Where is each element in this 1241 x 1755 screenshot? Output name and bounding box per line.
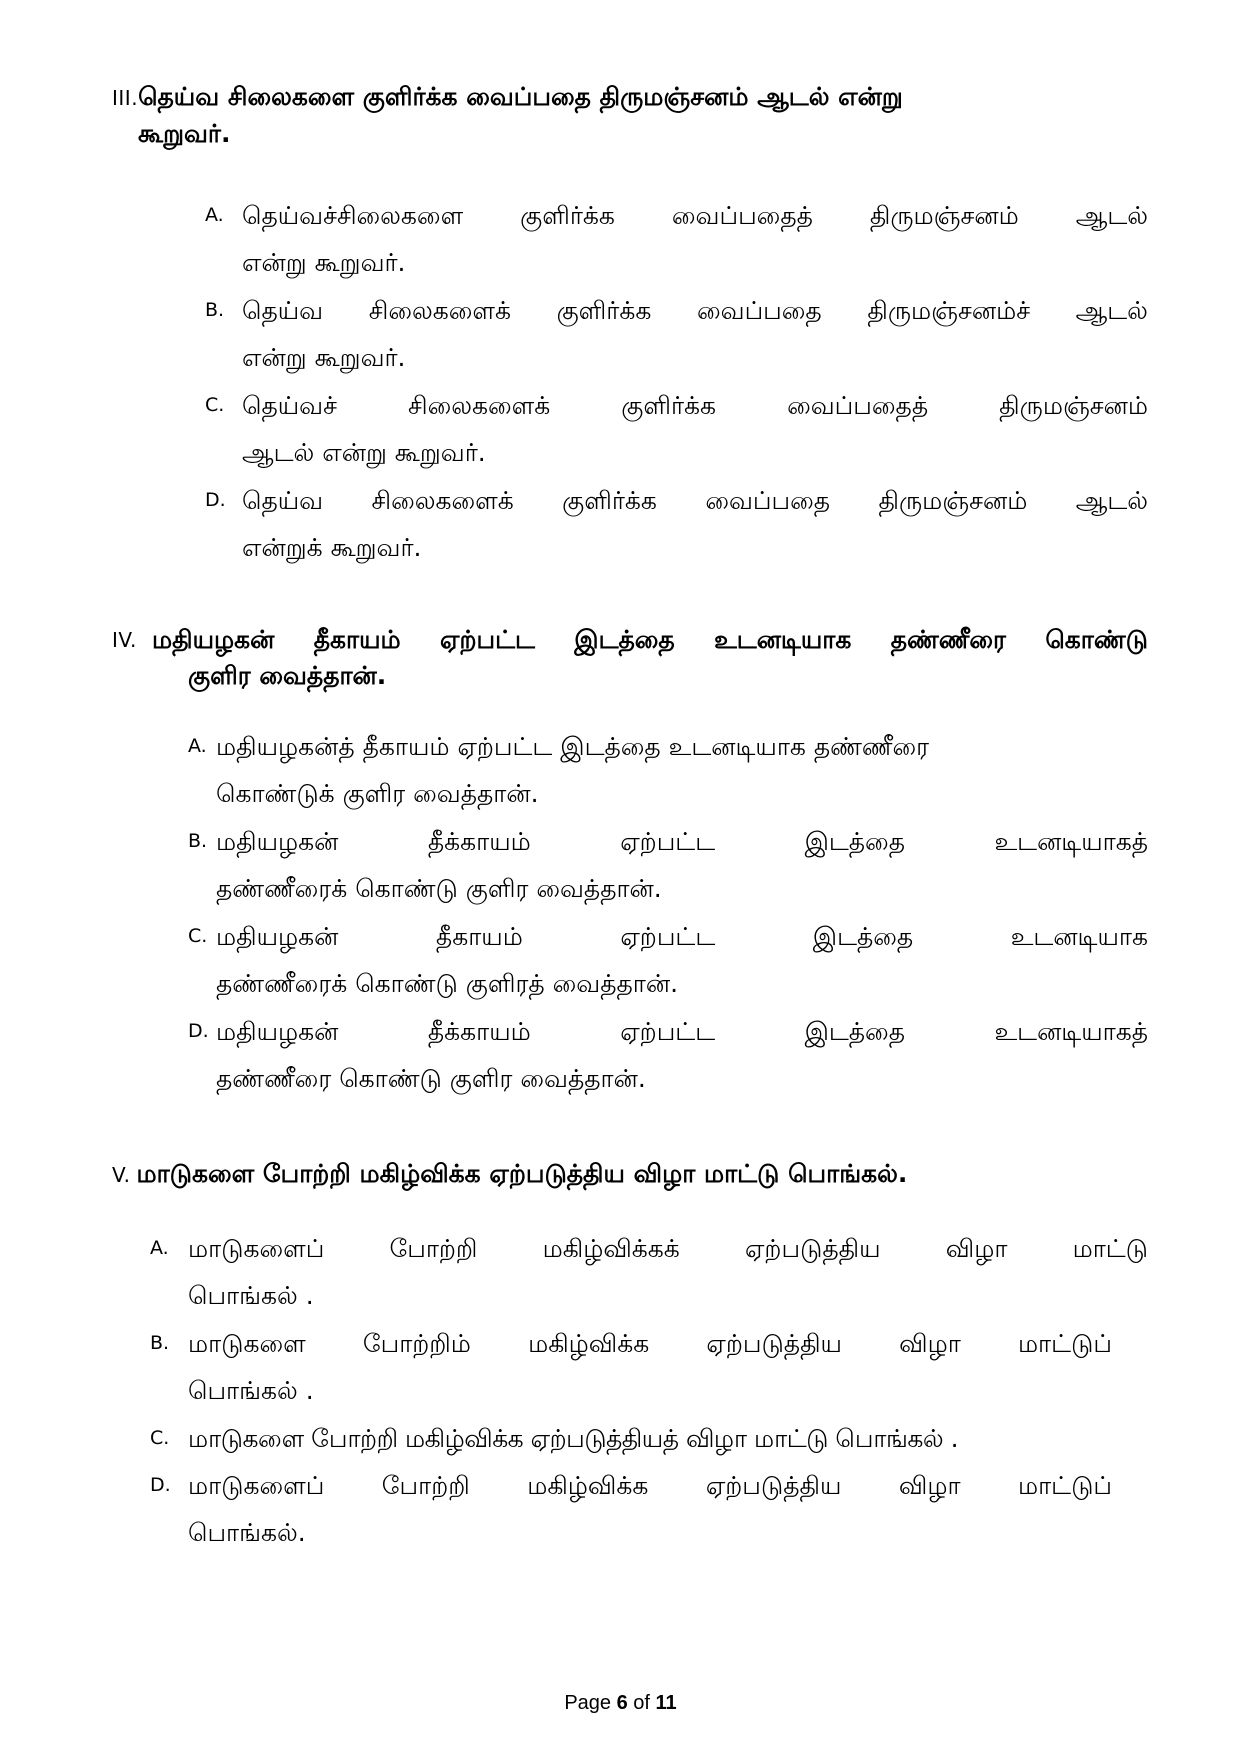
word: குளிர்க்க <box>621 391 717 420</box>
word: விழா <box>898 1471 961 1500</box>
option-5-a <box>150 1225 1148 1319</box>
option-line1 <box>242 382 1148 429</box>
word: தீகாயம் <box>435 922 523 951</box>
option-5-d <box>150 1462 1112 1556</box>
word: தெய்வச் <box>242 391 337 420</box>
option-line1 <box>242 192 1148 239</box>
option-line2: கொண்டுக் குளிர வைத்தான். <box>216 779 539 808</box>
word: வைப்பதை <box>696 296 822 325</box>
word: மதியழகன் <box>216 1017 339 1046</box>
word: மாடுகளைப் <box>188 1471 325 1500</box>
page-label: Page <box>564 1692 612 1714</box>
word: உடனடியாகத் <box>994 1017 1148 1046</box>
option-letter: A. <box>188 735 207 757</box>
of-label: of <box>633 1692 650 1714</box>
question-5 <box>112 1156 1148 1193</box>
word: விழா <box>899 1329 961 1358</box>
word: குளிர்க்க <box>562 486 657 515</box>
word: மதியழகன் <box>216 922 339 951</box>
option-line1: மதியழகன்த் தீகாயம் ஏற்பட்ட இடத்தை உடனடியாக தண்ணீரை <box>216 732 930 761</box>
word: தீக்காயம் <box>427 827 531 856</box>
question-4 <box>112 622 1148 694</box>
word: ஏற்படுத்திய <box>744 1234 881 1263</box>
word: இடத்தை <box>574 625 675 654</box>
option-line2: பொங்கல் . <box>188 1376 314 1405</box>
option-line2: பொங்கல் . <box>188 1281 314 1310</box>
word: ஏற்பட்ட <box>620 827 716 856</box>
option-line1 <box>188 1320 1112 1367</box>
option-line2: தண்ணீரை கொண்டு குளிர வைத்தான். <box>216 1064 646 1093</box>
option-3-a <box>205 192 1148 286</box>
option-line2: என்று கூறுவர். <box>242 248 406 277</box>
option-4-c <box>188 913 1148 1007</box>
word: போற்றி <box>389 1234 478 1263</box>
option-line1: மாடுகளை போற்றி மகிழ்விக்க ஏற்படுத்தியத் விழா மாட்டு பொங்கல் . <box>188 1424 959 1453</box>
word: ஆடல் <box>1075 296 1148 325</box>
question-text-line2: குளிர வைத்தான். <box>188 661 387 690</box>
option-letter: A. <box>150 1237 169 1259</box>
option-line1 <box>216 1008 1148 1055</box>
word: ஏற்படுத்திய <box>706 1329 842 1358</box>
option-line2: என்று கூறுவர். <box>242 343 406 372</box>
word: இடத்தை <box>804 1017 906 1046</box>
word: ஆடல் <box>1075 486 1148 515</box>
option-line1 <box>242 477 1148 524</box>
option-letter: B. <box>188 830 208 852</box>
option-5-c <box>150 1415 1148 1462</box>
question-number: V. <box>112 1163 131 1187</box>
option-letter: C. <box>188 925 208 947</box>
word: ஏற்பட்ட <box>620 922 716 951</box>
option-line1 <box>188 1225 1148 1272</box>
word: உடனடியாக <box>714 625 852 654</box>
word: மாட்டு <box>1072 1234 1148 1263</box>
option-4-d <box>188 1008 1148 1102</box>
question-text-line1: தெய்வ சிலைகளை குளிர்க்க வைப்பதை திருமஞ்சனம் ஆடல் என்று <box>138 82 903 111</box>
option-line2: பொங்கல். <box>188 1518 306 1547</box>
word: ஏற்பட்ட <box>620 1017 716 1046</box>
word: மாடுகளைப் <box>188 1234 325 1263</box>
word: மகிழ்விக்க <box>527 1471 649 1500</box>
word: மாட்டுப் <box>1017 1329 1112 1358</box>
option-line1 <box>242 287 1148 334</box>
word: ஆடல் <box>1075 201 1148 230</box>
word: ஏற்படுத்திய <box>705 1471 842 1500</box>
option-4-a <box>188 723 1148 817</box>
option-letter: B. <box>205 299 225 321</box>
option-letter: D. <box>150 1474 171 1496</box>
option-letter: C. <box>205 394 225 416</box>
word: மகிழ்விக்கக் <box>542 1234 680 1263</box>
question-text-line2: கூறுவர். <box>138 119 231 148</box>
word: தீக்காயம் <box>427 1017 531 1046</box>
word: கொண்டு <box>1045 625 1148 654</box>
word: மதியழகன் <box>152 625 275 654</box>
word: வைப்பதைத் <box>671 201 813 230</box>
word: சிலைகளைக் <box>408 391 551 420</box>
word: தெய்வச்சிலைகளை <box>242 201 464 230</box>
word: போற்றி <box>381 1471 470 1500</box>
word: தண்ணீரை <box>890 625 1006 654</box>
word: வைப்பதை <box>705 486 831 515</box>
word: திருமஞ்சனம் <box>878 486 1028 515</box>
word: இடத்தை <box>804 827 906 856</box>
word: திருமஞ்சனம்ச் <box>867 296 1031 325</box>
option-line2: தண்ணீரைக் கொண்டு குளிர வைத்தான். <box>216 874 662 903</box>
option-3-b <box>205 287 1148 381</box>
question-number: IV. <box>112 628 137 652</box>
word: ஏற்பட்ட <box>440 625 535 654</box>
option-line1 <box>216 913 1148 960</box>
option-line1 <box>188 1462 1112 1509</box>
word: வைப்பதைத் <box>787 391 929 420</box>
question-text-line1 <box>152 622 1148 658</box>
option-letter: C. <box>150 1427 170 1449</box>
word: தீகாயம் <box>313 625 401 654</box>
word: உடனடியாக <box>1010 922 1148 951</box>
option-letter: B. <box>150 1332 170 1354</box>
word: குளிர்க்க <box>520 201 615 230</box>
word: மகிழ்விக்க <box>528 1329 650 1358</box>
word: மதியழகன் <box>216 827 339 856</box>
word: உடனடியாகத் <box>994 827 1148 856</box>
option-3-d <box>205 477 1148 571</box>
word: போற்றிம் <box>362 1329 471 1358</box>
word: சிலைகளைக் <box>371 486 514 515</box>
option-letter: D. <box>205 489 226 511</box>
total-pages: 11 <box>655 1692 677 1714</box>
option-3-c <box>205 382 1148 476</box>
question-3 <box>112 79 1132 152</box>
word: திருமஞ்சனம் <box>999 391 1148 420</box>
option-line1 <box>216 818 1148 865</box>
word: மாடுகளை <box>188 1329 306 1358</box>
word: மாட்டுப் <box>1018 1471 1112 1500</box>
question-text-line1: மாடுகளை போற்றி மகிழ்விக்க ஏற்படுத்திய விழா மாட்டு பொங்கல். <box>136 1159 908 1188</box>
word: இடத்தை <box>812 922 914 951</box>
option-line2: ஆடல் என்று கூறுவர். <box>242 438 486 467</box>
word: தெய்வ <box>242 296 324 325</box>
option-5-b <box>150 1320 1112 1414</box>
word: விழா <box>945 1234 1008 1263</box>
option-line2: என்றுக் கூறுவர். <box>242 533 422 562</box>
option-4-b <box>188 818 1148 912</box>
word: சிலைகளைக் <box>368 296 511 325</box>
option-letter: A. <box>205 204 224 226</box>
option-line2: தண்ணீரைக் கொண்டு குளிரத் வைத்தான். <box>216 969 679 998</box>
option-letter: D. <box>188 1020 209 1042</box>
word: குளிர்க்க <box>556 296 652 325</box>
page-footer <box>0 1692 1241 1715</box>
word: தெய்வ <box>242 486 324 515</box>
question-number: III. <box>112 86 139 110</box>
word: திருமஞ்சனம் <box>869 201 1019 230</box>
current-page: 6 <box>616 1692 628 1714</box>
